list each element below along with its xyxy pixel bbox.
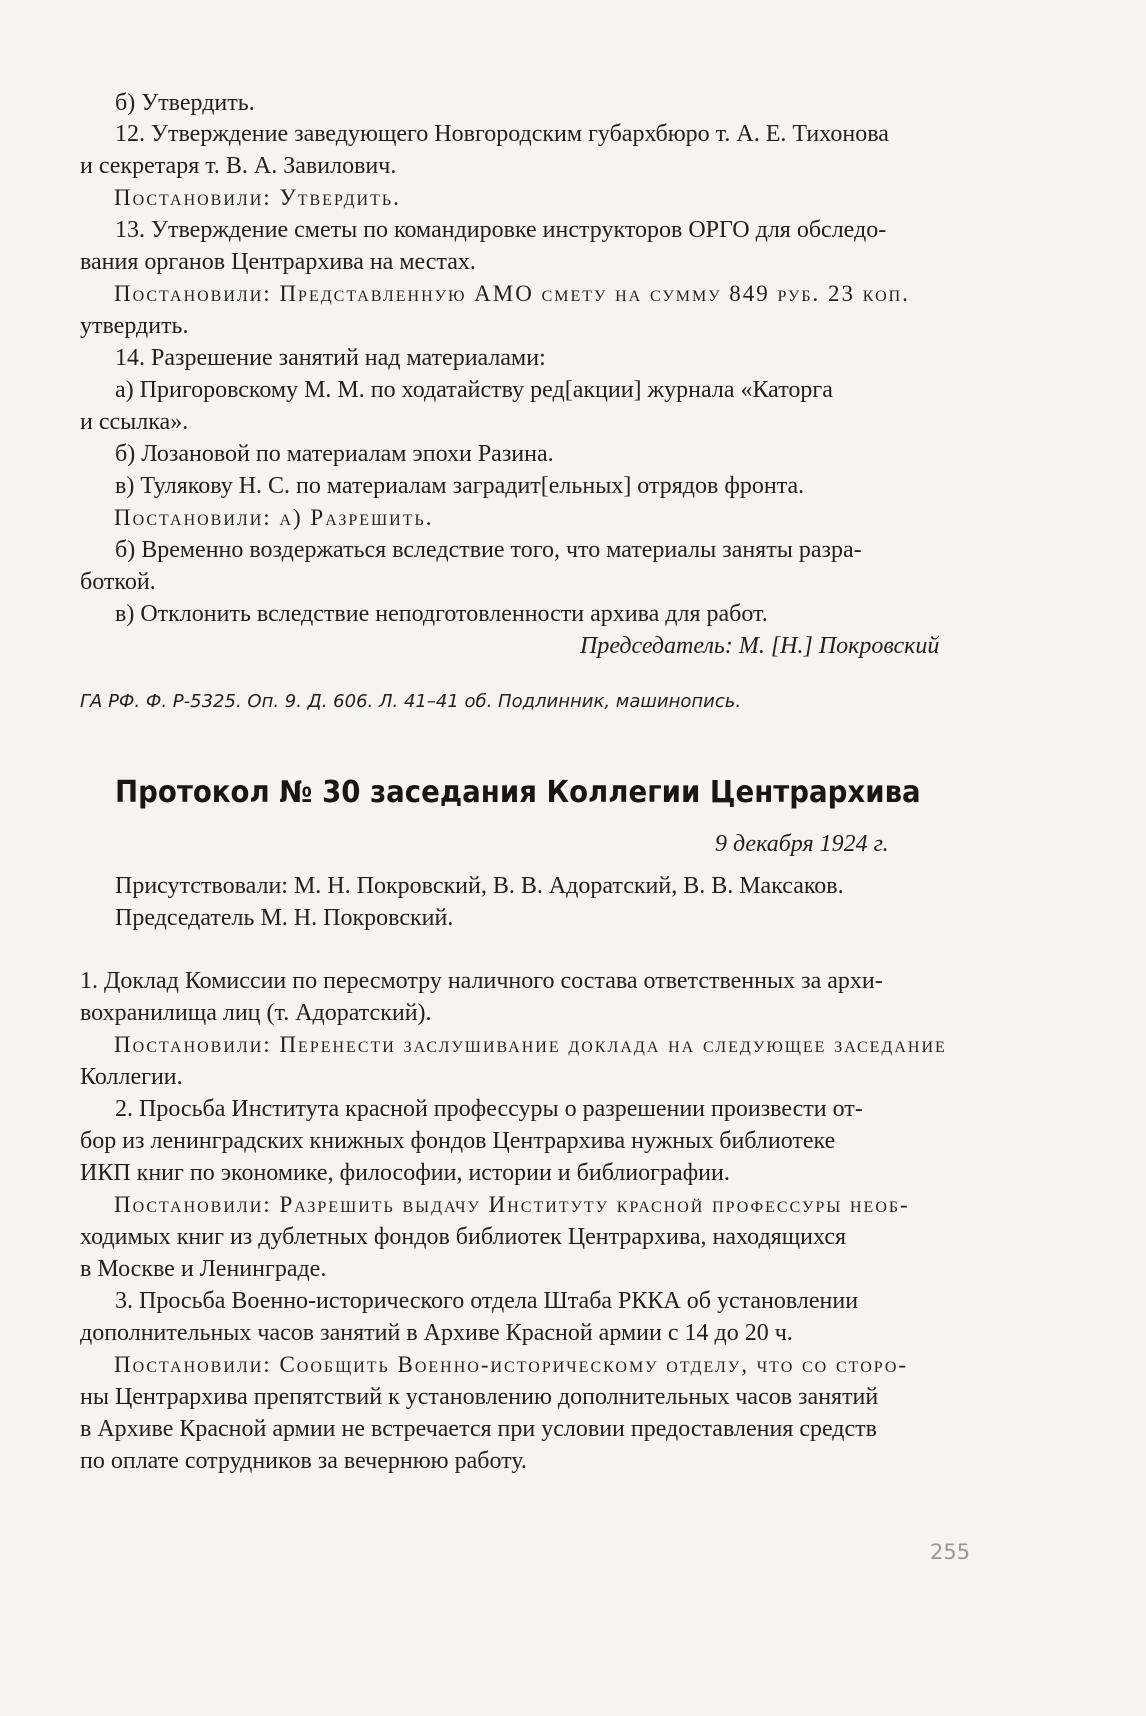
text-line: ходимых книг из дублетных фондов библиотек Центрархива, находящихся — [80, 1224, 847, 1250]
text-line: в) Тулякову Н. С. по материалам заградит[ельных] отрядов фронта. — [115, 473, 805, 499]
present-line: Присутствовали: М. Н. Покровский, В. В. Адоратский, В. В. Максаков. — [115, 873, 844, 899]
page-number: 255 — [930, 1540, 971, 1564]
text-line: б) Временно воздержаться вследствие того, что материалы заняты разра- — [115, 537, 862, 563]
text-line: по оплате сотрудников за вечернюю работу. — [80, 1448, 527, 1474]
text-line-resolution: Постановили: Представленную АМО смету на сумму 849 руб. 23 коп. — [114, 281, 910, 306]
text-line: 3. Просьба Военно-исторического отдела Штаба РККА об установлении — [115, 1288, 859, 1314]
text-line: 14. Разрешение занятий над материалами: — [115, 345, 546, 371]
text-line: б) Утвердить. — [115, 90, 255, 116]
text-line: бор из ленинградских книжных фондов Центрархива нужных библиотеке — [80, 1128, 836, 1154]
text-line: ны Центрархива препятствий к установлению дополнительных часов занятий — [80, 1384, 879, 1410]
text-line: в) Отклонить вследствие неподготовленности архива для работ. — [115, 601, 768, 627]
text-line: вохранилища лиц (т. Адоратский). — [80, 1000, 432, 1026]
text-line: боткой. — [80, 569, 156, 595]
text-line: 13. Утверждение сметы по командировке инструкторов ОРГО для обследо- — [115, 217, 887, 243]
text-line: б) Лозановой по материалам эпохи Разина. — [115, 441, 554, 467]
text-line-resolution: Постановили: Перенести заслушивание доклада на следующее заседание — [114, 1032, 947, 1057]
text-line: дополнительных часов занятий в Архиве Красной армии с 14 до 20 ч. — [80, 1320, 793, 1346]
text-line: ИКП книг по экономике, философии, истории и библиографии. — [80, 1160, 730, 1186]
document-date: 9 декабря 1924 г. — [715, 831, 889, 857]
text-line-resolution: Постановили: Утвердить. — [114, 185, 401, 210]
signature-line: Председатель: М. [Н.] Покровский — [580, 633, 940, 659]
chair-line: Председатель М. Н. Покровский. — [115, 905, 454, 931]
text-line: в Архиве Красной армии не встречается при условии предоставления средств — [80, 1416, 877, 1442]
text-line: вания органов Центрархива на местах. — [80, 249, 476, 275]
text-line-resolution: Постановили: Разрешить выдачу Институту красной профессуры необ- — [114, 1192, 910, 1217]
text-line-resolution: Постановили: Сообщить Военно-историческому отделу, что со сторо- — [114, 1352, 909, 1377]
text-line: 12. Утверждение заведующего Новгородским губархбюро т. А. Е. Тихонова — [115, 121, 889, 147]
text-line: и секретаря т. В. А. Завилович. — [80, 153, 397, 179]
archive-source-line: ГА РФ. Ф. Р-5325. Оп. 9. Д. 606. Л. 41–41 об. Подлинник, машинопись. — [80, 691, 742, 712]
document-title: Протокол № 30 заседания Коллегии Центрархива — [115, 775, 921, 810]
text-line: в Москве и Ленинграде. — [80, 1256, 327, 1282]
text-line-resolution: Постановили: а) Разрешить. — [114, 505, 434, 530]
text-line: а) Пригоровскому М. М. по ходатайству ред[акции] журнала «Каторга — [115, 377, 833, 403]
text-line: утвердить. — [80, 313, 189, 339]
text-line: 2. Просьба Института красной профессуры о разрешении произвести от- — [115, 1096, 863, 1122]
text-line: Коллегии. — [80, 1064, 183, 1090]
text-line: 1. Доклад Комиссии по пересмотру наличного состава ответственных за архи- — [80, 968, 883, 994]
text-line: и ссылка». — [80, 409, 189, 435]
